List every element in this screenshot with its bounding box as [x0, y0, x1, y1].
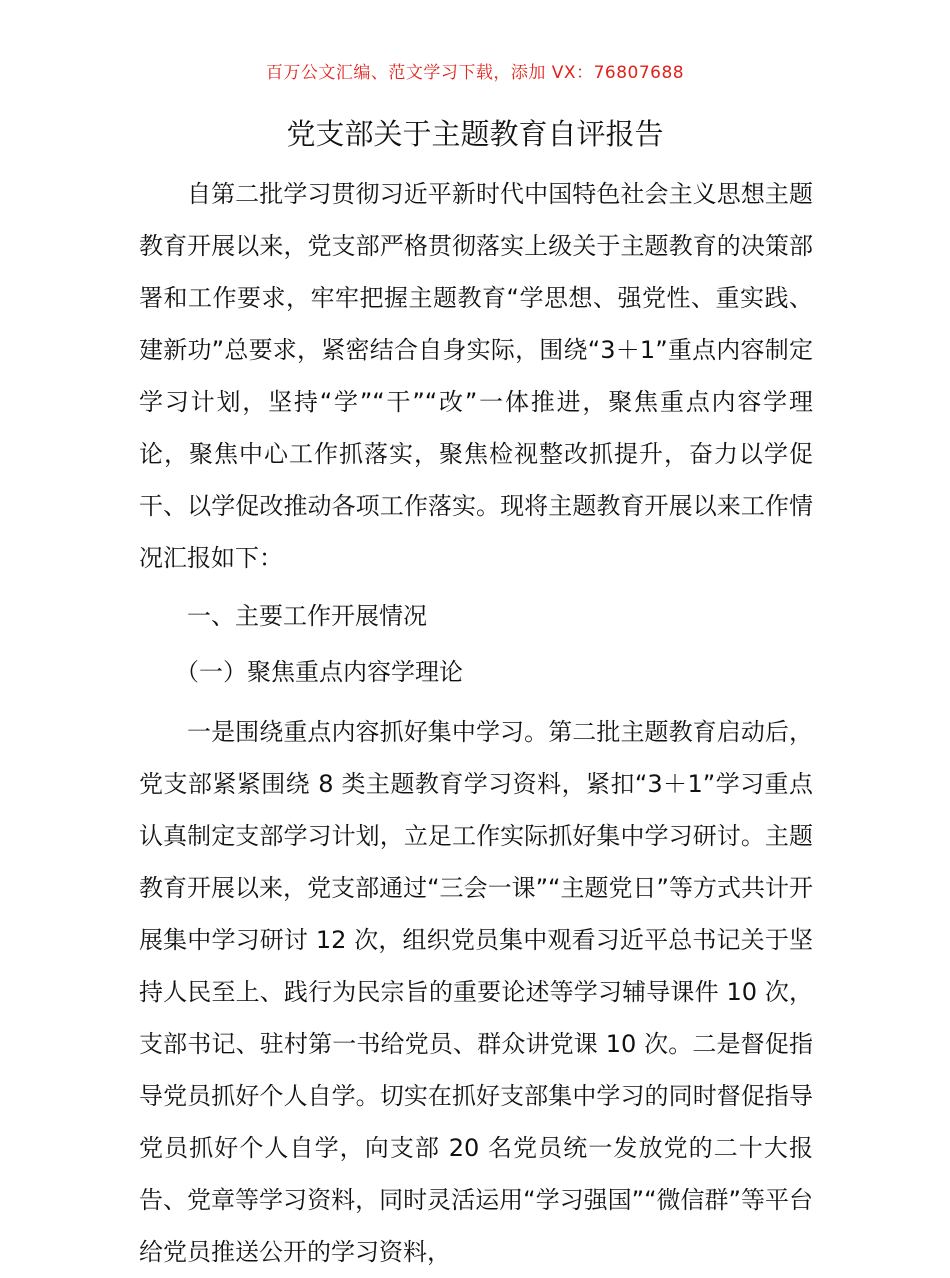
document-title: 党支部关于主题教育自评报告: [286, 117, 664, 151]
section-heading: 一、主要工作开展情况: [187, 602, 427, 630]
subsection-heading: （一）聚焦重点内容学理论: [175, 658, 463, 686]
header-note: 百万公文汇编、范文学习下载，添加 VX：76807688: [265, 63, 685, 83]
intro-paragraph: 自第二批学习贯彻习近平新时代中国特色社会主义思想主题教育开展以来，党支部严格贯彻落实上级关于主题教育的决策部署和工作要求，牢牢把握主题教育“学思想、强党性、重实践、建新功”总要求，紧密结合自身实际，围绕“3＋1”重点内容制定学习计划，坚持“学”“干”“改”一体推进，聚焦重点内容学理论，聚焦中心工作抓落实，聚焦检视整改抓提升，奋力以学促干、以学促改推动各项工作落实。现将主题教育开展以来工作情况汇报如下：: [139, 180, 813, 572]
document-body: [139, 168, 813, 1278]
body-paragraph: 一是围绕重点内容抓好集中学习。第二批主题教育启动后，党支部紧紧围绕 8 类主题教育学习资料，紧扣“3＋1”学习重点认真制定支部学习计划，立足工作实际抓好集中学习研讨。主题教育开展以来，党支部通过“三会一课”“主题党日”等方式共计开展集中学习研讨 12 次，组织党员集中观看习近平总书记关于坚持人民至上、践行为民宗旨的重要论述等学习辅导课件 10 次，支部书记、驻村第一书给党员、群众讲党课 10 次。二是督促指导党员抓好个人自学。切实在抓好支部集中学习的同时督促指导党员抓好个人自学，向支部 20 名党员统一发放党的二十大报告、党章等学习资料，同时灵活运用“学习强国”“微信群”等平台给党员推送公开的学习资料，: [139, 718, 813, 1266]
